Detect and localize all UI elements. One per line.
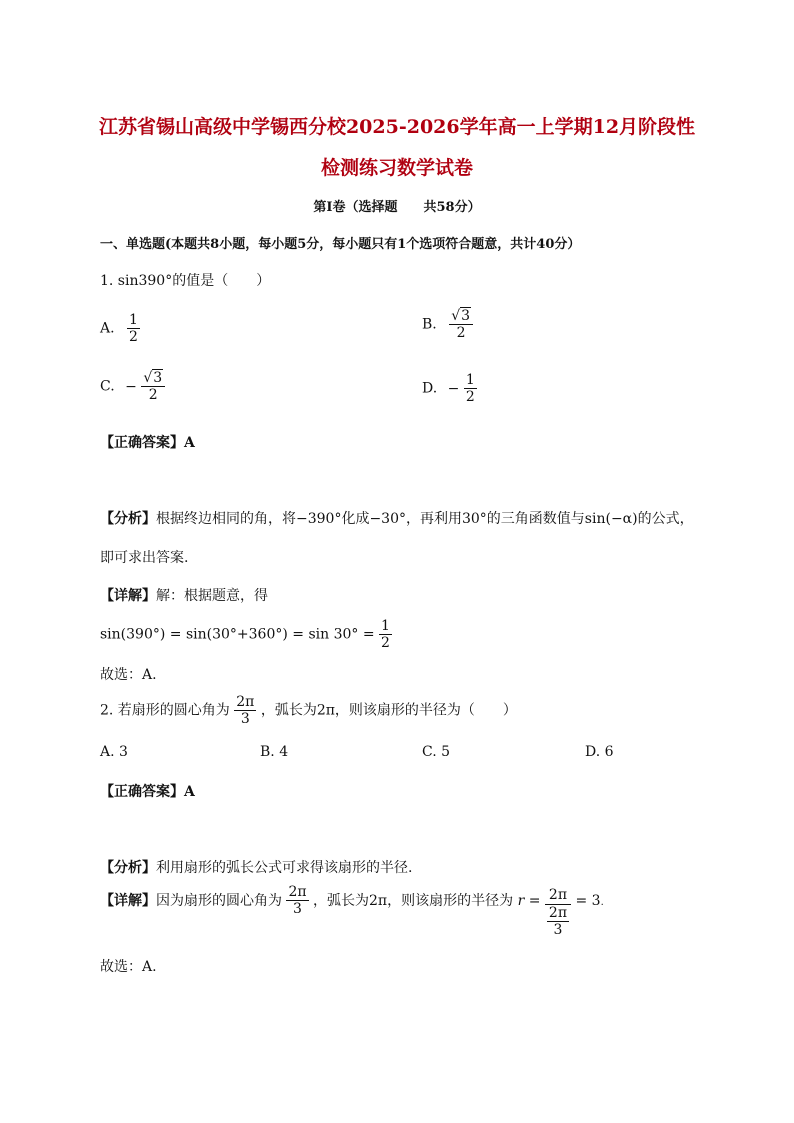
q2-detail <box>100 884 604 938</box>
exam-title-line1: 江苏省锡山高级中学锡西分校2025-2026学年高一上学期12月阶段性 <box>98 116 696 138</box>
fraction-numerator: 1 <box>465 372 475 388</box>
q2-answer: 【正确答案】A <box>100 784 195 800</box>
q1-analysis <box>100 508 694 528</box>
q2-option-a: A. 3 <box>100 744 128 760</box>
detail-mid: ，弧长为2π，则该扇形的半径为 <box>313 893 514 910</box>
formula-text: sin(390°) = sin(30°+360°) = sin 30° = <box>100 626 375 643</box>
minus-sign: − <box>125 378 137 395</box>
period: . <box>600 897 604 909</box>
stem-pre: 2. 若扇形的圆心角为 <box>100 702 230 719</box>
detail-pre: 因为扇形的圆心角为 <box>156 893 282 910</box>
fraction-numerator <box>449 308 473 325</box>
sqrt-symbol: √3 <box>143 370 163 386</box>
q1-choose: 故选：A. <box>100 667 157 683</box>
option-d-fraction <box>464 372 477 405</box>
question-2-stem <box>100 694 517 727</box>
detail-text: 解：根据题意，得 <box>156 588 268 604</box>
q2-analysis <box>100 857 412 877</box>
q1-analysis-cont: 即可求出答案. <box>100 550 189 566</box>
q1-option-b <box>422 308 473 341</box>
fraction-denominator: 3 <box>293 901 302 918</box>
fraction-denominator: 2 <box>381 635 390 652</box>
stem-fraction <box>234 694 256 727</box>
option-c-label: C. <box>100 378 115 395</box>
sqrt-symbol: √3 <box>451 308 471 324</box>
fraction-denominator: 3 <box>240 711 250 728</box>
formula-fraction <box>379 618 392 651</box>
analysis-text: 利用扇形的弧长公式可求得该扇形的半径. <box>156 860 413 876</box>
fraction-numerator: 2π <box>236 694 255 710</box>
detail-tag: 【详解】 <box>100 893 156 910</box>
radius-result: = 3 <box>575 893 601 910</box>
fraction-numerator <box>141 370 165 387</box>
q1-detail <box>100 585 268 605</box>
q1-option-a <box>100 312 140 345</box>
radicand: 3 <box>153 370 163 386</box>
minus-sign: − <box>447 380 460 397</box>
option-c-fraction <box>141 370 165 403</box>
fraction-numerator: 2π <box>548 904 568 921</box>
detail-angle-fraction <box>286 884 308 917</box>
detail-tag: 【详解】 <box>100 588 156 604</box>
analysis-tag: 【分析】 <box>100 860 156 876</box>
q2-choose: 故选：A. <box>100 959 157 975</box>
part-label: 第I卷（选择题 共58分） <box>313 200 481 215</box>
q1-answer: 【正确答案】A <box>100 435 195 451</box>
fraction-numerator: 2π <box>545 887 571 904</box>
q1-option-d <box>422 372 477 405</box>
section-heading: 一、单选题(本题共8小题，每小题5分，每小题只有1个选项符合题意，共计40分） <box>100 237 581 252</box>
option-a-fraction <box>127 312 140 345</box>
q2-option-d: D. 6 <box>585 744 614 760</box>
fraction-denominator <box>545 905 571 938</box>
analysis-text: 根据终边相同的角，将−390°化成−30°，再利用30°的三角函数值与sin(−α)的公式， <box>156 511 694 527</box>
stem-post: ，弧长为2π，则该扇形的半径为（ ） <box>260 702 517 719</box>
option-a-label: A. <box>100 320 115 337</box>
fraction-denominator: 2 <box>129 329 138 346</box>
option-b-fraction <box>449 308 473 341</box>
fraction-denominator: 2 <box>465 389 475 406</box>
exam-title-line2: 检测练习数学试卷 <box>320 157 473 179</box>
radius-fraction <box>545 887 571 937</box>
fraction-numerator: 1 <box>129 312 138 328</box>
radius-expression: r = <box>517 893 541 910</box>
option-d-label: D. <box>422 380 438 397</box>
fraction-denominator: 3 <box>553 921 563 938</box>
fraction-numerator: 2π <box>288 884 307 900</box>
option-b-label: B. <box>422 316 437 333</box>
q1-formula <box>100 618 392 651</box>
q1-option-c <box>100 370 165 403</box>
fraction-numerator: 1 <box>381 618 390 634</box>
question-1-stem: 1. sin390°的值是（ ） <box>100 273 271 289</box>
fraction-denominator: 2 <box>456 325 466 342</box>
q2-option-b: B. 4 <box>260 744 289 760</box>
inner-fraction <box>547 905 569 938</box>
q2-option-c: C. 5 <box>422 744 451 760</box>
analysis-tag: 【分析】 <box>100 511 156 527</box>
radicand: 3 <box>461 308 471 324</box>
fraction-denominator: 2 <box>148 387 158 404</box>
